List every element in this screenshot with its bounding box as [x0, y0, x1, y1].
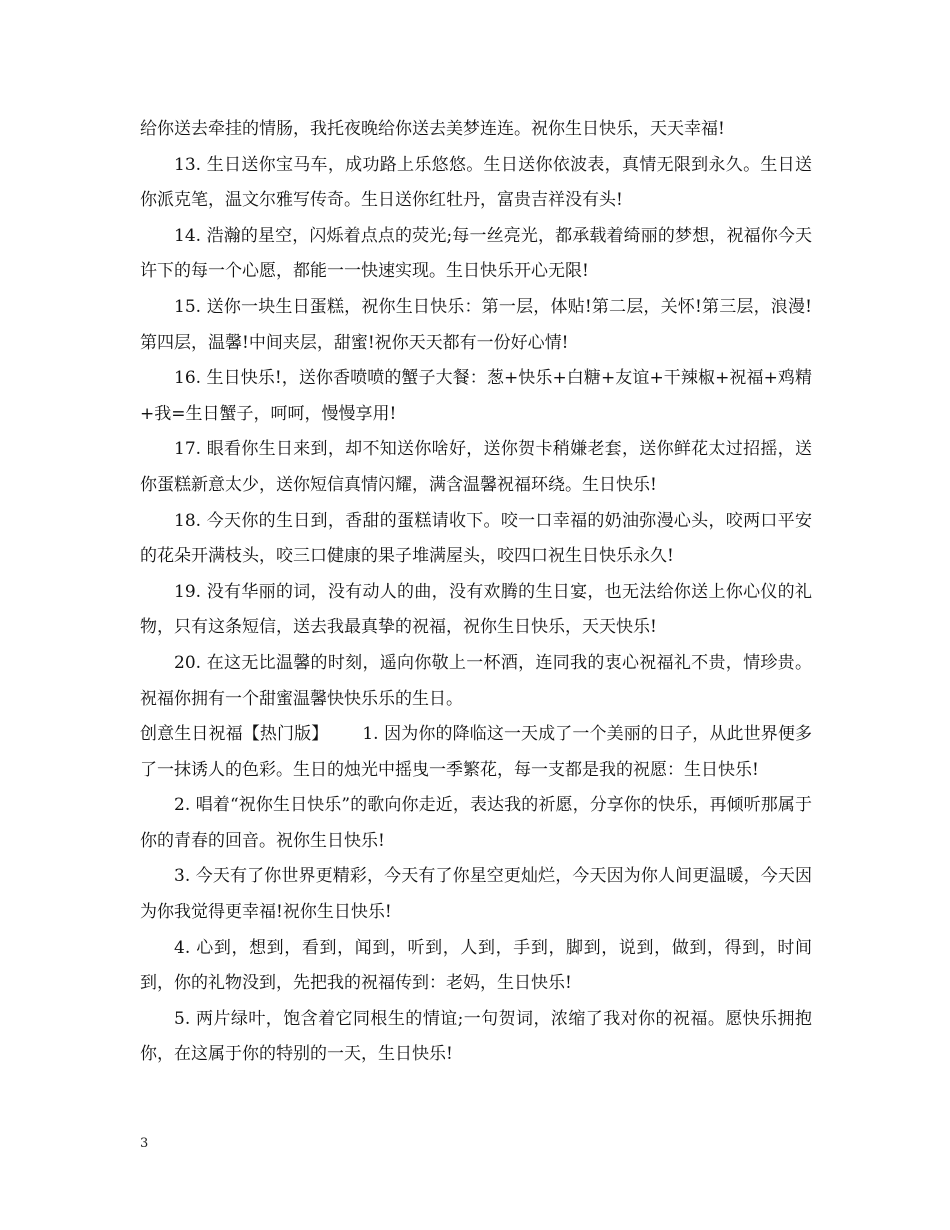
paragraph-17: 17. 眼看你生日来到，却不知送你啥好，送你贺卡稍嫌老套，送你鲜花太过招摇，送你蛋糕新意太少，送你短信真情闪耀，满含温馨祝福环绕。生日快乐! [140, 439, 812, 495]
paragraph-13: 13. 生日送你宝马车，成功路上乐悠悠。生日送你依波表，真情无限到永久。生日送你派克笔，温文尔雅写传奇。生日送你红牡丹，富贵吉祥没有头! [140, 154, 812, 211]
section-item-5: 5. 两片绿叶，饱含着它同根生的情谊;一句贺词，浓缩了我对你的祝福。愿快乐拥抱你，在这属于你的特别的一天，生日快乐! [140, 1008, 812, 1065]
section-item-3: 3. 今天有了你世界更精彩，今天有了你星空更灿烂，今天因为你人间更温暖，今天因为你我觉得更幸福!祝你生日快乐! [140, 866, 812, 923]
section-first-paragraph [140, 717, 812, 788]
section-item-4: 4. 心到，想到，看到，闻到，听到，人到，手到，脚到，说到，做到，得到，时间到，你的礼物没到，先把我的祝福传到：老妈，生日快乐! [140, 937, 812, 994]
section-item-2: 2. 唱着“祝你生日快乐”的歌向你走近，表达我的祈愿，分享你的快乐，再倾听那属于你的青春的回音。祝你生日快乐! [140, 795, 812, 851]
paragraph-16: 16. 生日快乐!，送你香喷喷的蟹子大餐：葱+快乐+白糖+友谊+干辣椒+祝福+鸡精+我=生日蟹子，呵呵，慢慢享用! [140, 368, 812, 424]
paragraph-18: 18. 今天你的生日到，香甜的蛋糕请收下。咬一口幸福的奶油弥漫心头，咬两口平安的花朵开满枝头，咬三口健康的果子堆满屋头，咬四口祝生日快乐永久! [140, 510, 812, 567]
section-item-1: 1. 因为你的降临这一天成了一个美丽的日子，从此世界便多了一抹诱人的色彩。生日的烛光中摇曳一季繁花，每一支都是我的祝愿：生日快乐! [140, 724, 813, 780]
section-heading: 创意生日祝福【热门版】 [140, 724, 329, 745]
paragraph-14: 14. 浩瀚的星空，闪烁着点点的荧光;每一丝亮光，都承载着绮丽的梦想，祝福你今天许下的每一个心愿，都能一一快速实现。生日快乐开心无限! [140, 225, 812, 282]
paragraph-20: 20. 在这无比温馨的时刻，遥向你敬上一杯酒，连同我的衷心祝福礼不贵，情珍贵。祝福你拥有一个甜蜜温馨快快乐乐的生日。 [140, 652, 812, 709]
paragraph-15: 15. 送你一块生日蛋糕，祝你生日快乐：第一层，体贴!第二层，关怀!第三层，浪漫!第四层，温馨!中间夹层，甜蜜!祝你天天都有一份好心情! [140, 296, 812, 353]
paragraph-continued: 给你送去牵挂的情肠，我托夜晚给你送去美梦连连。祝你生日快乐，天天幸福! [140, 119, 725, 139]
document-body [140, 112, 812, 1073]
paragraph-19: 19. 没有华丽的词，没有动人的曲，没有欢腾的生日宴，也无法给你送上你心仪的礼物，只有这条短信，送去我最真挚的祝福，祝你生日快乐，天天快乐! [140, 581, 812, 638]
page-number: 3 [140, 1136, 149, 1151]
